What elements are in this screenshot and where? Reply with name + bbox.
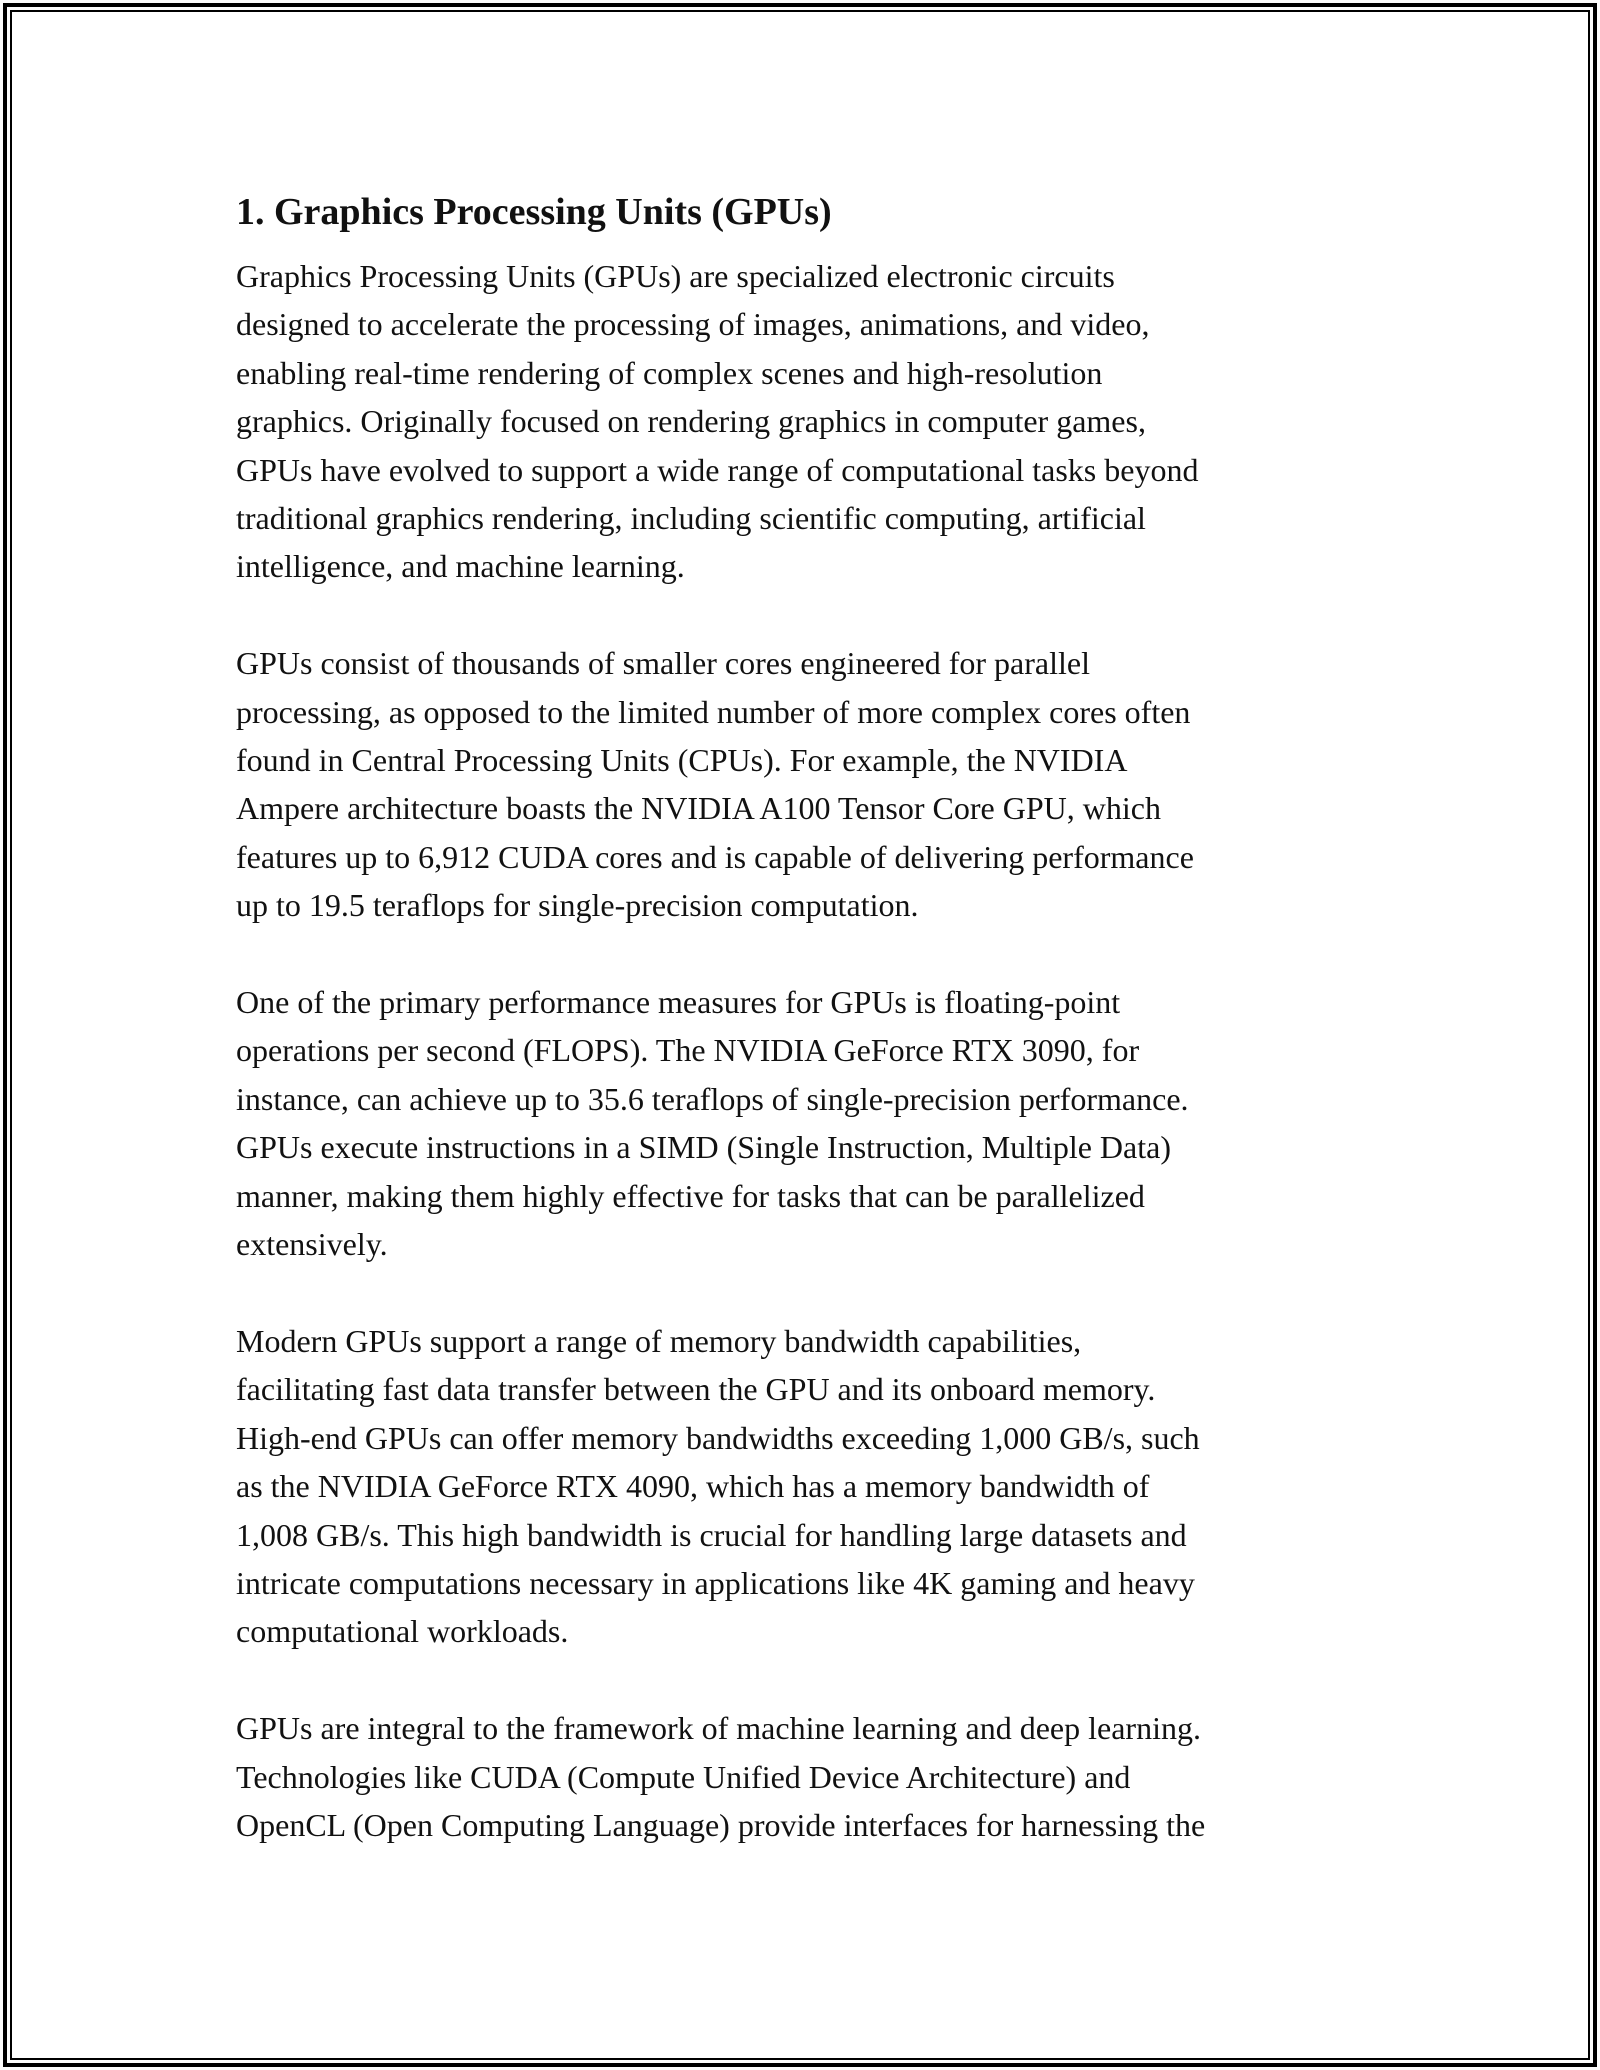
paragraph-gpu-cores xyxy=(236,639,1364,929)
text-line: manner, making them highly effective for tasks that can be parallelized xyxy=(236,1177,1145,1214)
text-line: processing, as opposed to the limited number of more complex cores often xyxy=(236,693,1191,730)
paragraph-gpu-flops xyxy=(236,978,1364,1268)
text-line: Ampere architecture boasts the NVIDIA A100 Tensor Core GPU, which xyxy=(236,790,1161,827)
text-line: Technologies like CUDA (Compute Unified Device Architecture) and xyxy=(236,1758,1131,1795)
text-line: computational workloads. xyxy=(236,1613,569,1650)
section-heading: 1. Graphics Processing Units (GPUs) xyxy=(236,191,832,233)
text-line: extensively. xyxy=(236,1226,388,1263)
paragraph-gpu-intro xyxy=(236,252,1364,591)
text-line: designed to accelerate the processing of images, animations, and video, xyxy=(236,306,1150,343)
paragraph-gpu-ml xyxy=(236,1704,1364,1849)
text-line: One of the primary performance measures for GPUs is floating-point xyxy=(236,984,1121,1021)
text-line: traditional graphics rendering, including scientific computing, artificial xyxy=(236,500,1146,537)
text-line: GPUs execute instructions in a SIMD (Single Instruction, Multiple Data) xyxy=(236,1129,1171,1166)
document-body xyxy=(236,184,1364,1898)
text-line: features up to 6,912 CUDA cores and is capable of delivering performance xyxy=(236,838,1194,875)
text-line: GPUs consist of thousands of smaller cores engineered for parallel xyxy=(236,645,1090,682)
text-line: intelligence, and machine learning. xyxy=(236,548,685,585)
text-line: facilitating fast data transfer between the GPU and its onboard memory. xyxy=(236,1371,1156,1408)
paragraph-gpu-memory xyxy=(236,1317,1364,1656)
text-line: Modern GPUs support a range of memory bandwidth capabilities, xyxy=(236,1322,1082,1359)
text-line: enabling real-time rendering of complex scenes and high-resolution xyxy=(236,354,1103,391)
text-line: GPUs are integral to the framework of machine learning and deep learning. xyxy=(236,1710,1201,1747)
text-line: intricate computations necessary in applications like 4K gaming and heavy xyxy=(236,1564,1195,1601)
text-line: OpenCL (Open Computing Language) provide interfaces for harnessing the xyxy=(236,1806,1206,1843)
text-line: operations per second (FLOPS). The NVIDIA GeForce RTX 3090, for xyxy=(236,1032,1140,1069)
text-line: graphics. Originally focused on rendering graphics in computer games, xyxy=(236,403,1146,440)
text-line: Graphics Processing Units (GPUs) are specialized electronic circuits xyxy=(236,258,1115,294)
text-line: found in Central Processing Units (CPUs). For example, the NVIDIA xyxy=(236,742,1128,779)
text-line: High-end GPUs can offer memory bandwidths exceeding 1,000 GB/s, such xyxy=(236,1419,1200,1456)
text-line: as the NVIDIA GeForce RTX 4090, which has a memory bandwidth of xyxy=(236,1468,1150,1505)
text-line: GPUs have evolved to support a wide range of computational tasks beyond xyxy=(236,451,1199,488)
text-line: up to 19.5 teraflops for single-precision computation. xyxy=(236,887,919,924)
text-line: 1,008 GB/s. This high bandwidth is crucial for handling large datasets and xyxy=(236,1516,1187,1553)
text-line: instance, can achieve up to 35.6 teraflops of single-precision performance. xyxy=(236,1080,1189,1117)
